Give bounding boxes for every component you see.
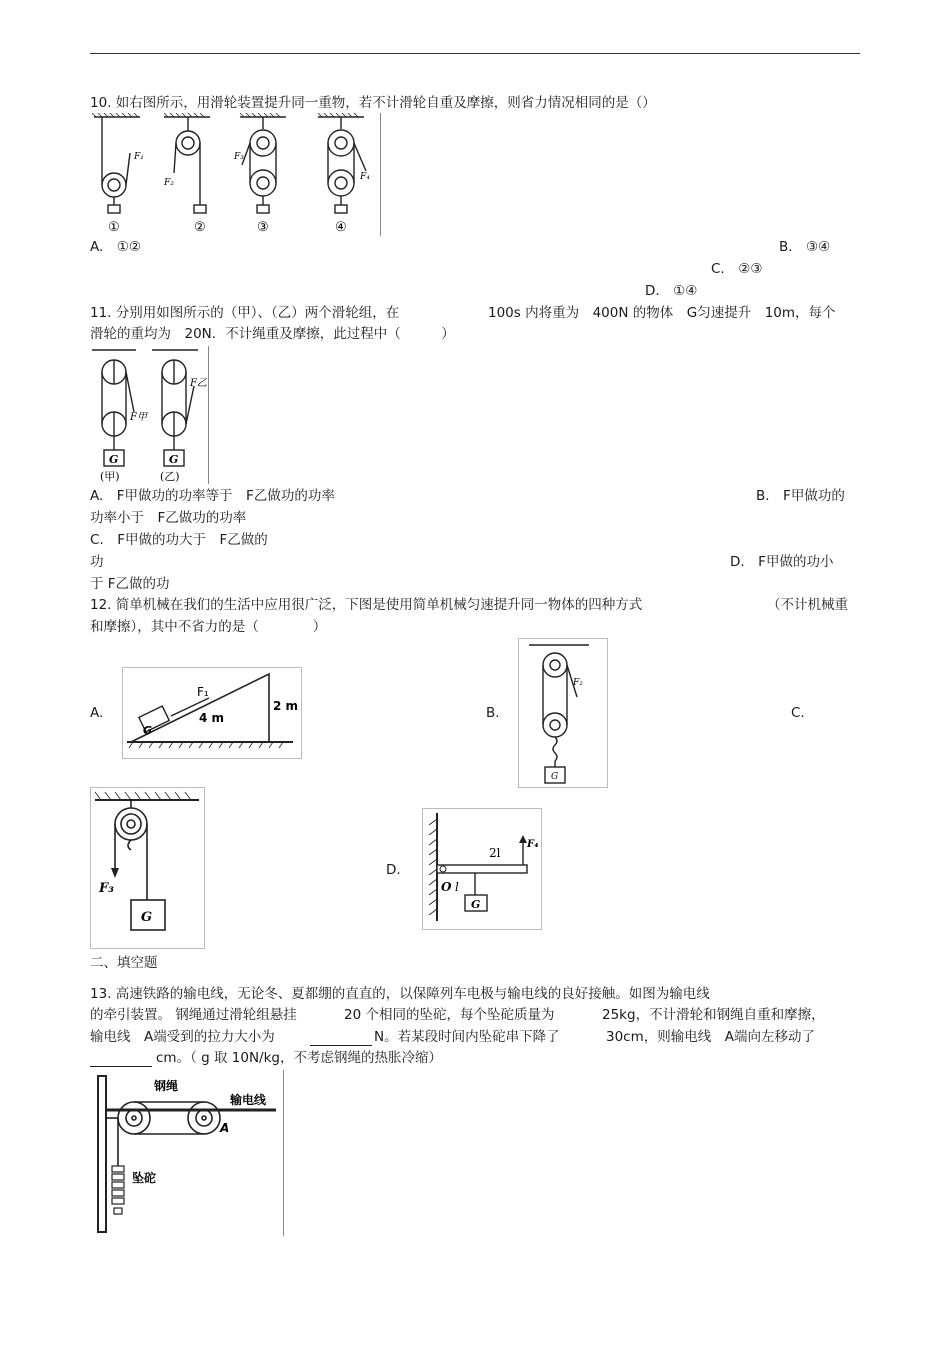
q10-label-2: ② [194, 220, 206, 235]
q12-label-d[interactable]: D. [386, 862, 401, 878]
q10-label-4: ④ [335, 220, 347, 235]
q13-fig-weights: 坠砣 [132, 1171, 157, 1185]
header-rule [90, 53, 860, 54]
q13-fig-wire: 输电线 [230, 1093, 267, 1107]
q13-line3a: 输电线 A端受到的拉力大小为 [90, 1029, 275, 1045]
q10-force-4: F₄ [360, 172, 370, 182]
q12c-force: F₃ [99, 881, 114, 896]
q12a-height: 2 m [273, 699, 299, 713]
q11-label-jia: (甲) [100, 470, 120, 483]
q10-force-1: F₁ [134, 152, 144, 162]
q12a-weight: G [143, 724, 153, 737]
q13-line3c: 30cm，则输电线 A端向左移动了 [606, 1029, 815, 1045]
q13-line1: 13. 高速铁路的输电线，无论冬、夏都绷的直直的，以保障列车电极与输电线的良好接触。如图为输电线 [90, 986, 710, 1002]
q13-line2a: 的牵引装置。 钢绳通过滑轮组悬挂 [90, 1007, 297, 1023]
q13-blank-1[interactable] [310, 1028, 372, 1046]
q11-option-a[interactable]: A. F甲做功的功率等于 F乙做功的功率 [90, 488, 335, 504]
q11-option-d[interactable]: D. F甲做的功小 [730, 554, 834, 570]
q11-option-b-cont: 功率小于 F乙做功的功率 [90, 510, 247, 526]
q10-force-2: F₂ [164, 178, 174, 188]
q10-label-1: ① [108, 220, 120, 235]
q11-force-yi: F乙 [190, 378, 207, 389]
q13-fig-rope: 钢绳 [154, 1079, 179, 1093]
q10-stem: 10. 如右图所示，用滑轮装置提升同一重物，若不计滑轮自重及摩擦，则省力情况相同的是（） [90, 95, 656, 111]
q11-line2: 滑轮的重均为 20N．不计绳重及摩擦，此过程中（ ） [90, 326, 455, 342]
q12-figure-d [422, 808, 542, 930]
q10-option-a[interactable]: A. ①② [90, 239, 141, 255]
q11-line1b: 100s 内将重为 400N 的物体 G匀速提升 10m，每个 [488, 305, 836, 321]
q11-line1a: 11. 分别用如图所示的（甲）、（乙）两个滑轮组，在 [90, 305, 400, 321]
q12c-weight: G [141, 910, 153, 925]
q12-figure-c [90, 787, 205, 949]
q13-fig-a: A [220, 1121, 230, 1135]
q11-option-c-cont: 功 [90, 554, 104, 570]
q12d-arm-long: 2l [489, 846, 501, 860]
q12-figure-a [122, 667, 302, 759]
q12-line2: 和摩擦），其中不省力的是（ ） [90, 619, 327, 635]
q10-option-b[interactable]: B. ③④ [779, 239, 831, 255]
q13-blank-2[interactable] [90, 1049, 152, 1067]
q13-figure [90, 1070, 284, 1236]
q13-line2c: 25kg，不计滑轮和钢绳自重和摩擦， [602, 1007, 825, 1023]
q10-figure [90, 113, 381, 236]
q10-label-3: ③ [257, 220, 269, 235]
q12b-weight: G [551, 772, 559, 782]
q11-option-b[interactable]: B. F甲做功的 [756, 488, 845, 504]
q12-label-b[interactable]: B. [486, 705, 500, 721]
q11-weight-jia: G [109, 453, 119, 466]
q11-option-c[interactable]: C. F甲做的功大于 F乙做的 [90, 532, 268, 548]
q12d-pivot: O [441, 880, 452, 894]
q12b-force: F₂ [573, 678, 583, 688]
q12-figure-b [518, 638, 608, 788]
q13-line2b: 20 个相同的坠砣，每个坠砣质量为 [344, 1007, 555, 1023]
q11-force-jia: F甲 [130, 412, 147, 423]
q10-option-c[interactable]: C. ②③ [711, 261, 763, 277]
q11-figure [90, 346, 209, 484]
section-heading-fill-blank: 二、填空题 [90, 955, 158, 971]
q12d-force: F₄ [527, 839, 539, 850]
q12d-arm-short: l [455, 880, 459, 894]
q12-line1b: （不计机械重 [767, 597, 848, 613]
q10-option-d[interactable]: D. ①④ [645, 283, 698, 299]
q11-weight-yi: G [169, 453, 179, 466]
q12d-weight: G [471, 898, 481, 911]
q12a-force: F₁ [197, 685, 209, 699]
q13-line4: cm。（ g 取 10N/kg，不考虑钢绳的热胀冷缩） [156, 1050, 442, 1066]
q11-option-d-cont: 于 F乙做的功 [90, 576, 170, 592]
q12-line1a: 12. 简单机械在我们的生活中应用很广泛，下图是使用简单机械匀速提升同一物体的四种方式 [90, 597, 643, 613]
q11-label-yi: (乙) [160, 470, 180, 483]
q10-force-3: F₃ [234, 152, 244, 162]
q12-label-a[interactable]: A. [90, 705, 104, 721]
q12-label-c[interactable]: C. [791, 705, 805, 721]
q13-line3b: N。若某段时间内坠砣串下降了 [374, 1029, 560, 1045]
q12a-length: 4 m [199, 711, 225, 725]
